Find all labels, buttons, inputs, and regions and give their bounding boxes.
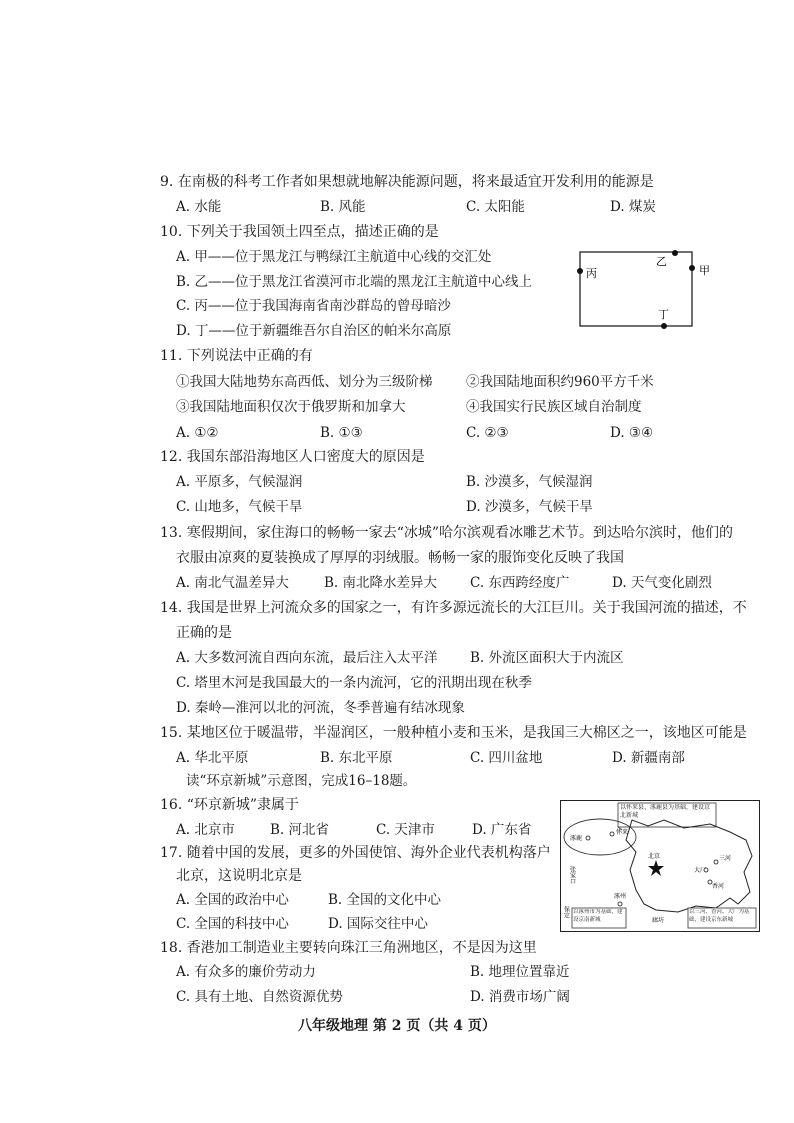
q17-option-a: A. 全国的政治中心 <box>176 892 289 908</box>
map-note-bl: 以涿州市为基础，建设京南新城 <box>573 909 623 923</box>
q14-option-c: C. 塔里木河是我国最大的一条内流河，它的汛期出现在秋季 <box>176 675 532 691</box>
q16-option-d: D. 广东省 <box>472 822 532 838</box>
q14-option-a: A. 大多数河流自西向东流，最后注入太平洋 <box>176 650 438 666</box>
q9-option-a: A. 水能 <box>176 199 222 215</box>
label-bing: 丙 <box>586 267 597 280</box>
q18-option-b: B. 地理位置靠近 <box>470 964 570 980</box>
q11-statement-4: ④我国实行民族区域自治制度 <box>466 399 642 415</box>
question-11: 11. 下列说法中正确的有 <box>160 348 313 364</box>
q12-option-d: D. 沙漠多，气候干旱 <box>466 499 593 515</box>
q11-option-a: A. ①② <box>176 425 219 441</box>
question-14-line-2: 正确的是 <box>176 625 232 641</box>
q14-option-d: D. 秦岭—淮河以北的河流，冬季普遍有结冰现象 <box>176 700 465 716</box>
q14-option-b: B. 外流区面积大于内流区 <box>470 650 624 666</box>
map-note-br: 以三河、香河、大厂为基础，建设京东新城 <box>689 909 750 923</box>
question-15: 15. 某地区位于暖温带，半湿润区，一般种植小麦和玉米，是我国三大棉区之一，该地区可能是 <box>160 725 747 741</box>
question-13-line-1: 13. 寒假期间，家住海口的畅畅一家去“冰城”哈尔滨观看冰雕艺术节。到达哈尔滨时，他们的 <box>160 525 734 541</box>
q17-option-d: D. 国际交往中心 <box>328 916 428 932</box>
point-jia <box>689 265 695 271</box>
q16-option-a: A. 北京市 <box>176 822 235 838</box>
question-17-line-1: 17. 随着中国的发展，更多的外国使馆、海外企业代表机构落户 <box>160 845 551 861</box>
question-17-line-2: 北京，这说明北京是 <box>176 868 302 884</box>
label-jia: 甲 <box>699 264 710 277</box>
label-xianghe: 香河 <box>712 883 725 890</box>
q12-option-a: A. 平原多，气候湿润 <box>176 474 303 490</box>
q15-option-b: B. 东北平原 <box>320 750 393 766</box>
page-footer: 八年级地理 第 2 页（共 4 页） <box>298 1018 496 1034</box>
q12-option-b: B. 沙漠多，气候湿润 <box>466 474 593 490</box>
q13-option-a: A. 南北气温差异大 <box>176 575 289 591</box>
question-12: 12. 我国东部沿海地区人口密度大的原因是 <box>160 449 425 465</box>
q11-option-d: D. ③④ <box>610 425 654 441</box>
label-beijing: 北京 <box>648 853 661 860</box>
q11-option-b: B. ①③ <box>320 425 363 441</box>
label-yi: 乙 <box>656 255 667 268</box>
q12-option-c: C. 山地多，气候干旱 <box>176 499 303 515</box>
label-ding: 丁 <box>658 308 669 321</box>
q11-statement-3: ③我国陆地面积仅次于俄罗斯和加拿大 <box>176 399 406 415</box>
question-18: 18. 香港加工制造业主要转向珠江三角洲地区，不是因为这里 <box>160 940 537 956</box>
point-yi <box>672 250 678 256</box>
q16-option-b: B. 河北省 <box>270 822 330 838</box>
territory-outline <box>580 252 692 326</box>
point-bing <box>577 268 583 274</box>
q10-option-d: D. 丁——位于新疆维吾尔自治区的帕米尔高原 <box>176 323 452 339</box>
question-14-line-1: 14. 我国是世界上河流众多的国家之一，有许多源远流长的大江巨川。关于我国河流的描述，不 <box>160 600 747 616</box>
q17-option-b: B. 全国的文化中心 <box>328 892 442 908</box>
q13-option-c: C. 东西跨经度广 <box>470 575 570 591</box>
map-intro: 读“环京新城”示意图，完成16–18题。 <box>186 773 417 789</box>
q16-option-c: C. 天津市 <box>376 822 435 838</box>
label-huailai: 怀来 <box>616 829 629 836</box>
label-baoding: 保定 <box>562 906 570 918</box>
q9-option-b: B. 风能 <box>320 199 366 215</box>
q18-option-c: C. 具有土地、自然资源优势 <box>176 989 343 1005</box>
map-note-top: 以怀来县、涿鹿县为基础，建设京北新城 <box>620 804 711 819</box>
q13-option-b: B. 南北降水差异大 <box>324 575 438 591</box>
label-langfang: 廊坊 <box>652 917 665 924</box>
q9-option-c: C. 太阳能 <box>466 199 525 215</box>
question-13-line-2: 衣服由凉爽的夏装换成了厚厚的羽绒服。畅畅一家的服饰变化反映了我国 <box>176 550 624 566</box>
q11-option-c: C. ②③ <box>466 425 509 441</box>
question-9: 9. 在南极的科考工作者如果想就地解决能源问题，将来最适宜开发利用的能源是 <box>160 174 654 190</box>
q9-option-d: D. 煤炭 <box>610 199 656 215</box>
q11-statement-1: ①我国大陆地势东高西低、划分为三级阶梯 <box>176 374 433 390</box>
q15-option-d: D. 新疆南部 <box>612 750 685 766</box>
label-zhangjiakou: 张家口 <box>568 866 576 884</box>
q10-option-c: C. 丙——位于我国海南省南沙群岛的曾母暗沙 <box>176 298 451 314</box>
q11-statement-2: ②我国陆地面积约960平方千米 <box>466 374 654 390</box>
q15-option-a: A. 华北平原 <box>176 750 249 766</box>
q10-option-a: A. 甲——位于黑龙江与鸭绿江主航道中心线的交汇处 <box>176 249 492 265</box>
label-dachang: 大厂 <box>694 867 707 874</box>
label-zhuolu: 涿鹿 <box>570 835 583 842</box>
label-sanhe: 三河 <box>719 855 732 862</box>
q10-option-b: B. 乙——位于黑龙江省漠河市北端的黑龙江主航道中心线上 <box>176 274 533 290</box>
q13-option-d: D. 天气变化剧烈 <box>612 575 712 591</box>
q17-option-c: C. 全国的科技中心 <box>176 916 289 932</box>
question-16: 16. “环京新城”隶属于 <box>160 797 300 813</box>
question-10: 10. 下列关于我国领土四至点，描述正确的是 <box>160 224 439 240</box>
territory-extreme-points-figure <box>572 248 722 334</box>
label-zhuozhou: 涿州 <box>614 893 627 900</box>
q18-option-a: A. 有众多的廉价劳动力 <box>176 964 316 980</box>
huanjing-xincheng-map <box>560 800 760 932</box>
q18-option-d: D. 消费市场广阔 <box>470 989 570 1005</box>
q15-option-c: C. 四川盆地 <box>470 750 543 766</box>
point-ding <box>661 323 667 329</box>
